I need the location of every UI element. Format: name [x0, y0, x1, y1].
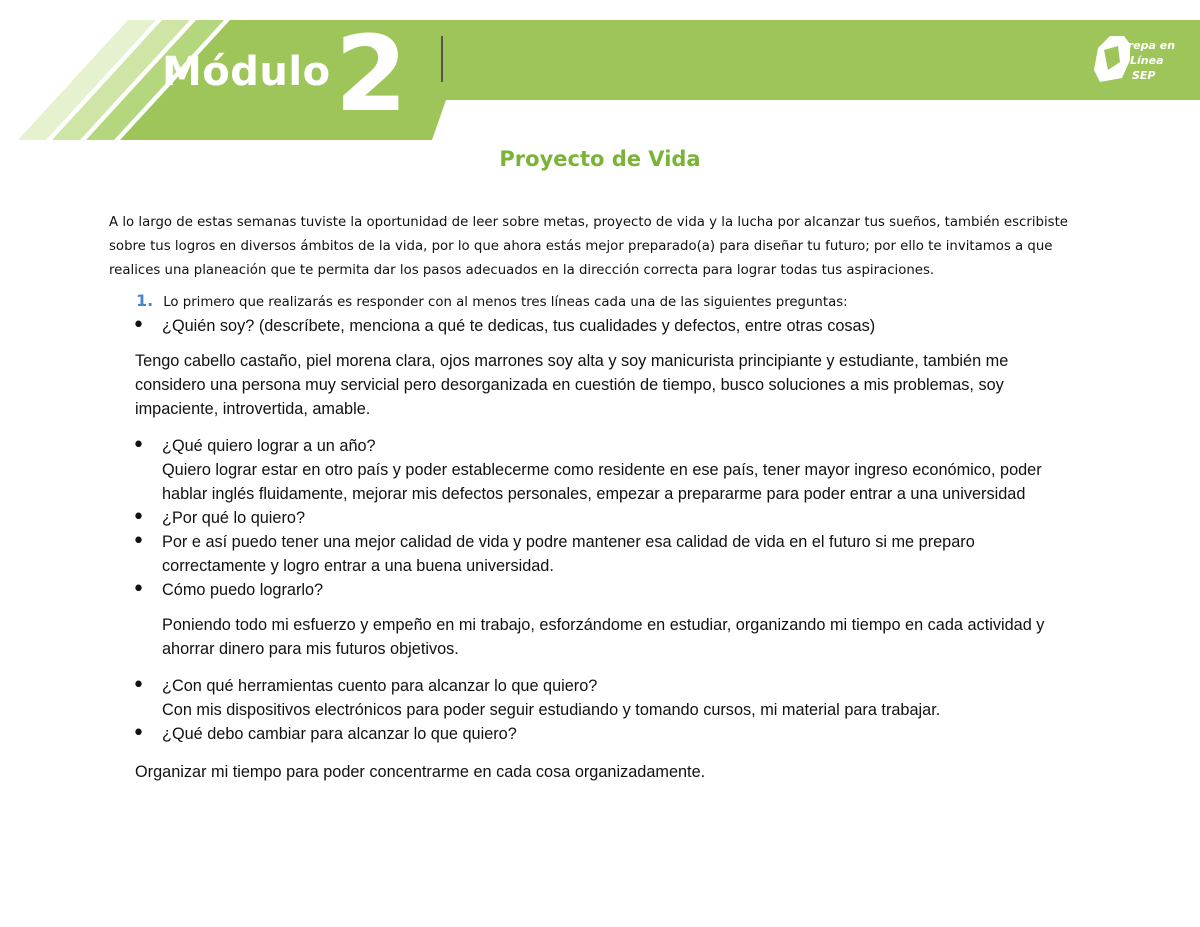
step-text: Lo primero que realizarás es responder con al menos tres líneas cada una de las siguientes preguntas:	[163, 295, 848, 310]
step-1	[136, 291, 848, 310]
page-title: Proyecto de Vida	[499, 147, 701, 171]
module-number: 2	[335, 13, 408, 135]
logo-text-line1: Prepa en	[1120, 39, 1176, 52]
answer-por-que: Por e así puedo tener una mejor calidad de vida y podre mantener esa calidad de vida en el futuro si me preparo correctamente y logro entrar a una buena universidad.	[162, 533, 975, 575]
logo-text-line3: SEP	[1132, 69, 1156, 82]
answer-como: Poniendo todo mi esfuerzo y empeño en mi trabajo, esforzándome en estudiar, organizando mi tiempo en cada actividad y ahorrar dinero para mis futuros objetivos.	[162, 616, 1045, 658]
question-como: Cómo puedo lograrlo?	[162, 581, 324, 599]
question-herramientas: ¿Con qué herramientas cuento para alcanzar lo que quiero?	[162, 677, 598, 695]
intro-paragraph: A lo largo de estas semanas tuviste la oportunidad de leer sobre metas, proyecto de vida y la lucha por alcanzar tus sueños, también escribiste sobre tus logros en diversos ámbitos de la vida, por lo que ahora estás mejor preparado(a) para diseñar tu futuro; por ello te invitamos a que realices una planeación que te permita dar los pasos adecuados en la dirección correcta para lograr todas tus aspiraciones.	[109, 215, 1068, 278]
question-un-ano: ¿Qué quiero lograr a un año?	[162, 437, 376, 455]
bullet-icon	[132, 585, 142, 595]
question-quien-soy: ¿Quién soy? (descríbete, menciona a qué te dedicas, tus cualidades y defectos, entre otras cosas)	[162, 317, 876, 335]
bullet-icon	[132, 729, 142, 739]
answer-herramientas: Con mis dispositivos electrónicos para poder seguir estudiando y tomando cursos, mi material para trabajar.	[162, 701, 941, 719]
module-label: Módulo	[162, 49, 331, 95]
answer-un-ano: Quiero lograr estar en otro país y poder establecerme como residente en ese país, tener mayor ingreso económico, poder hablar inglés fluidamente, mejorar mis defectos personales, empezar a prepararme para poder entrar a una universidad	[162, 461, 1042, 503]
answer-cambiar: Organizar mi tiempo para poder concentrarme en cada cosa organizadamente.	[135, 763, 706, 781]
question-por-que: ¿Por qué lo quiero?	[162, 509, 306, 527]
bullet-icon	[132, 681, 142, 691]
bullet-icon	[132, 441, 142, 451]
bullet-icon	[132, 321, 142, 331]
bullet-icon	[132, 513, 142, 523]
answer-quien-soy: Tengo cabello castaño, piel morena clara, ojos marrones soy alta y soy manicurista principiante y estudiante, también me considero una persona muy servicial pero desorganizada en cuestión de tiempo, busco soluciones a mis problemas, soy impaciente, introvertida, amable.	[135, 352, 1009, 418]
logo-text-line2: Línea	[1130, 54, 1164, 67]
bullet-icon	[132, 537, 142, 547]
step-number: 1.	[136, 291, 154, 310]
question-cambiar: ¿Qué debo cambiar para alcanzar lo que quiero?	[162, 725, 517, 743]
